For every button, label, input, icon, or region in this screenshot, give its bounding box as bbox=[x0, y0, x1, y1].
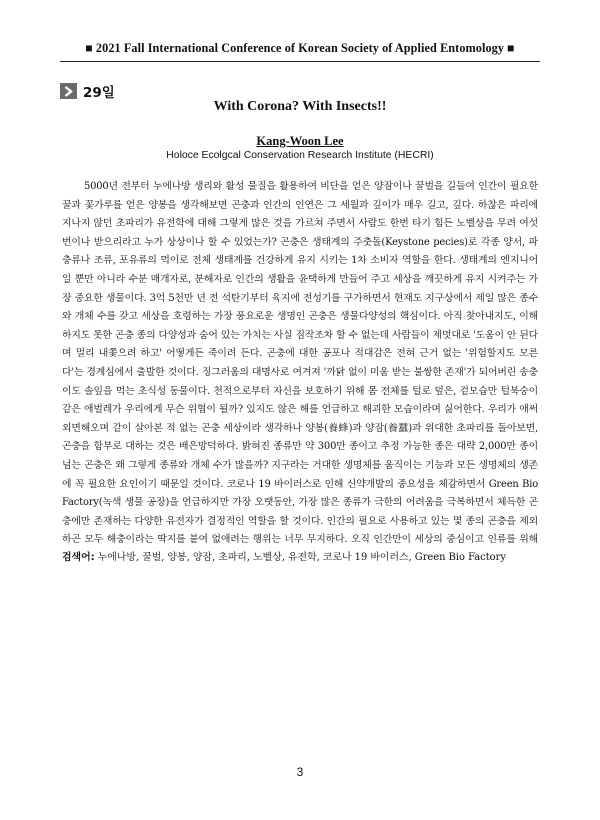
author-name: Kang-Woon Lee bbox=[256, 134, 344, 148]
day-label: 29일 bbox=[83, 85, 115, 101]
keywords-line bbox=[62, 550, 538, 566]
author-affiliation: Holoce Ecolgcal Conservation Research Institute (HECRI) bbox=[166, 150, 434, 161]
page-number: 3 bbox=[296, 765, 304, 779]
keywords-label: 검색어: bbox=[62, 552, 95, 563]
abstract-title: With Corona? With Insects!! bbox=[213, 99, 387, 114]
chevron-right-icon bbox=[60, 83, 77, 99]
abstract-body: 5000년 전부터 누에나방 생리와 활성 물질을 활용하여 비단을 얻은 양잠이나 꿀벌을 길들여 인간이 필요한 꿀과 꽃가루를 얻은 양봉을 생각해보면 곤충과 인간의 인연은 그 세월과 깊이가 매우 길고, 깊다. 하찮은 파리에 지나지 않던 초파리가 유전학에 대해 그렇게 많은 것을 가르쳐 주면서 사람도 한번 타기 힘든 노벨상을 무려 여섯 번이나 받으리라고 누가 상상이나 할 수 있었는가? 곤충은 생태계의 주춧돌(Keystone pecies)로 각종 양서, 파충류나 조류, 포유류의 먹이로 전체 생태계를 건강하게 유지 시키는 1차 소비자 역할을 한다. 생태계의 엔지니어일 뿐만 아니라 수분 매개자로, 분해자로 인간의 생활을 윤택하게 만들어 주고 세상을 깨끗하게 유지 시켜주는 가장 중요한 생물이다. 3억 5천만 년 전 석탄기부터 육지에 전성기를 구가하면서 현재도 지구상에서 제일 많은 종수와 개체 수를 갖고 세상을 호령하는 가장 풍요로운 생명인 곤충은 생물다양성의 핵심이다. 아직 찾아내지도, 이해하지도 못한 곤충 종의 다양성과 숨어 있는 가치는 사실 짐작조차 할 수 없는데 사람들이 제멋대로 '도움이 안 된다며 멀리 내쫓으려 하고' 어떻게든 죽이려 든다. 곤충에 대한 공포나 적대감은 전혀 근거 없는 '위험할지도 모른다'는 경계심에서 출발한 것이다. 징그러움의 대명사로 여겨져 '까닭 없이 미움 받는 불쌍한 존재'가 되어버린 송충이도 솔잎을 먹는 초식성 동물이다. 천적으로부터 자신을 보호하기 위해 몸 전체를 털로 덮은, 겉모습만 털북숭이 같은 애벌레가 우리에게 무슨 위협이 될까? 있지도 않은 해를 언급하고 해괴한 모습이라며 싫어한다. 우리가 애써 외면해오며 같이 살아본 적 없는 곤충 세상이라 생각하나 양봉(養蜂)과 양잠(養蠶)과 위대한 초파리를 돌아보면, 곤충을 함부로 대하는 것은 배은망덕하다. 밝혀진 종류만 약 300만 종이고 추정 가능한 종은 대략 2,000만 종이 넘는 곤충은 왜 그렇게 종류와 개체 수가 많을까? 지구라는 거대한 생명체를 움직이는 기능과 모든 생명체의 생존에 꼭 필요한 요인이기 때문일 것이다. 코로나 19 바이러스로 인해 신약개발의 중요성을 체감하면서 Green Bio Factory(녹색 생물 공장)을 언급하지만 가장 오랫동안, 가장 많은 종류가 극한의 어려움을 극복하면서 체득한 곤충에만 존재하는 다양한 유전자가 결정적인 역할을 할 것이다. 인간의 필요로 사용하고 있는 몇 종의 곤충을 제외하곤 모두 해충이라는 딱지를 붙여 없애려는 행위는 너무 무지하다. 오직 인간만이 세상의 중심이고 인류를 위해 bbox=[62, 181, 538, 546]
running-header: ■ 2021 Fall International Conference of Korean Society of Applied Entomology ■ bbox=[85, 41, 515, 55]
keywords-text: 누에나방, 꿀벌, 양봉, 양잠, 초파리, 노벨상, 유전학, 코로나 19 바이러스, Green Bio Factory bbox=[94, 552, 506, 563]
header-rule bbox=[60, 61, 540, 62]
session-day bbox=[60, 82, 115, 100]
